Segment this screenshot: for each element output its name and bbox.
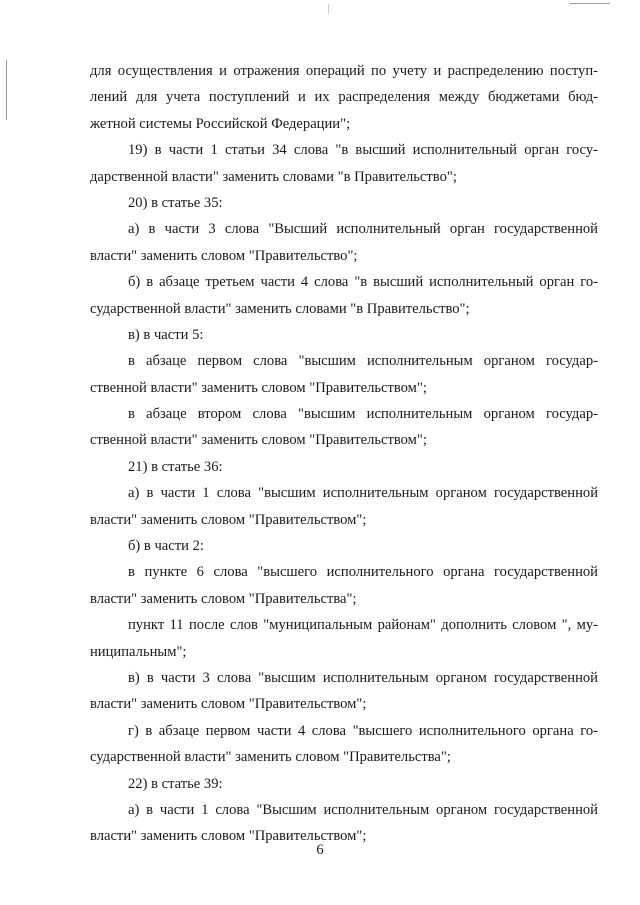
text-line: ственной власти" заменить словом "Правительством";	[90, 432, 427, 449]
scan-artifact-top-center	[328, 4, 329, 14]
text-line: власти" заменить словом "Правительством";	[90, 696, 367, 713]
text-line: в) в части 3 слова "высшим исполнительным органом государственной	[128, 669, 598, 686]
text-line: 20) в статье 35:	[128, 194, 223, 211]
text-line: в абзаце втором слова "высшим исполнительным органом государ-	[128, 406, 598, 423]
text-line: ниципальным";	[90, 643, 187, 660]
text-line: жетной системы Российской Федерации";	[90, 115, 351, 132]
text-line: лений для учета поступлений и их распределения между бюджетами бюд-	[90, 89, 598, 106]
text-line: а) в части 1 слова "высшим исполнительным органом государственной	[128, 485, 598, 502]
text-line: а) в части 3 слова "Высший исполнительный орган государственной	[128, 221, 598, 238]
text-line: б) в абзаце третьем части 4 слова "в высший исполнительный орган го-	[128, 274, 598, 291]
text-line: в) в части 5:	[128, 326, 204, 343]
text-line: дарственной власти" заменить словами "в Правительство";	[90, 168, 457, 185]
text-line: ственной власти" заменить словом "Правительством";	[90, 379, 427, 396]
text-line: в абзаце первом слова "высшим исполнительным органом государ-	[128, 353, 598, 370]
text-line: пункт 11 после слов "муниципальным районам" дополнить словом ", му-	[128, 617, 598, 634]
scan-artifact-left-margin	[6, 60, 7, 120]
text-line: власти" заменить словом "Правительство";	[90, 247, 358, 264]
text-line: 21) в статье 36:	[128, 458, 223, 475]
text-line: 22) в статье 39:	[128, 775, 223, 792]
text-line: власти" заменить словом "Правительством";	[90, 828, 367, 845]
document-body	[90, 58, 598, 850]
text-line: сударственной власти" заменить словом "Правительства";	[90, 749, 451, 766]
text-line: г) в абзаце первом части 4 слова "высшего исполнительного органа го-	[128, 722, 598, 739]
text-line: а) в части 1 слова "Высшим исполнительным органом государственной	[128, 801, 598, 818]
page-number: 6	[316, 842, 324, 858]
text-line: власти" заменить словом "Правительством";	[90, 511, 367, 528]
text-line: в пункте 6 слова "высшего исполнительного органа государственной	[128, 564, 598, 581]
text-line: 19) в части 1 статьи 34 слова "в высший исполнительный орган госу-	[128, 142, 598, 159]
text-line: б) в части 2:	[128, 538, 204, 555]
text-line: для осуществления и отражения операций по учету и распределению поступ-	[90, 63, 598, 79]
text-line: власти" заменить словом "Правительства";	[90, 590, 357, 607]
text-line: сударственной власти" заменить словами "в Правительство";	[90, 300, 470, 317]
scan-artifact-top-right	[570, 3, 610, 4]
